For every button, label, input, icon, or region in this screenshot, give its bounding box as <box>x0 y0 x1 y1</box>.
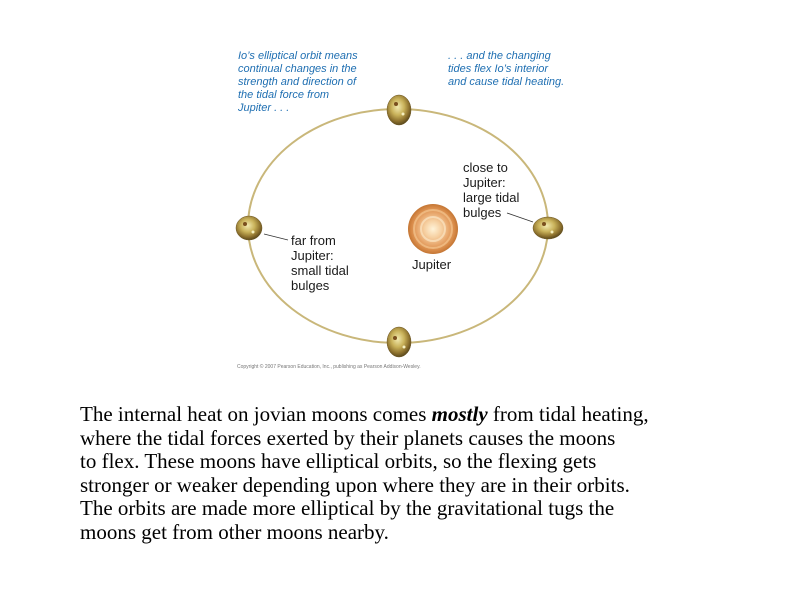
paragraph-line-5: The orbits are made more elliptical by the gravitational tugs the <box>80 496 615 520</box>
io-orbit <box>248 109 548 343</box>
io-moon-far <box>236 216 262 240</box>
paragraph-line-2: where the tidal forces exerted by their planets causes the moons <box>80 425 616 450</box>
paragraph-line-6: moons get from other moons nearby. <box>80 519 389 544</box>
io-moon-close <box>533 217 563 239</box>
paragraph-line-4: stronger or weaker depending upon where they are in their orbits. <box>80 472 630 497</box>
io-moon-top <box>387 95 411 125</box>
io-moon-bottom <box>387 327 411 357</box>
jupiter-planet <box>408 204 458 254</box>
copyright-notice: Copyright © 2007 Pearson Education, Inc., publishing as Pearson Addison-Wesley. <box>237 364 421 370</box>
caption-left: Io’s elliptical orbit means continual changes in the strength and direction of the tidal force from Jupiter . . . <box>238 50 358 114</box>
emphasis-mostly: mostly <box>431 402 488 426</box>
label-jupiter: Jupiter <box>412 257 452 272</box>
paragraph-line-3: to flex. These moons have elliptical orbits, so the flexing gets <box>80 449 597 473</box>
label-close-to-jupiter: close to Jupiter: large tidal bulges <box>463 160 520 220</box>
explanation-paragraph <box>80 403 780 544</box>
paragraph-line-1: The internal heat on jovian moons comes mostly from tidal heating, <box>80 402 649 426</box>
leader-line-far <box>264 234 288 240</box>
caption-right: . . . and the changing tides flex Io’s interior and cause tidal heating. <box>448 50 565 88</box>
label-far-from-jupiter: far from Jupiter: small tidal bulges <box>291 233 349 293</box>
